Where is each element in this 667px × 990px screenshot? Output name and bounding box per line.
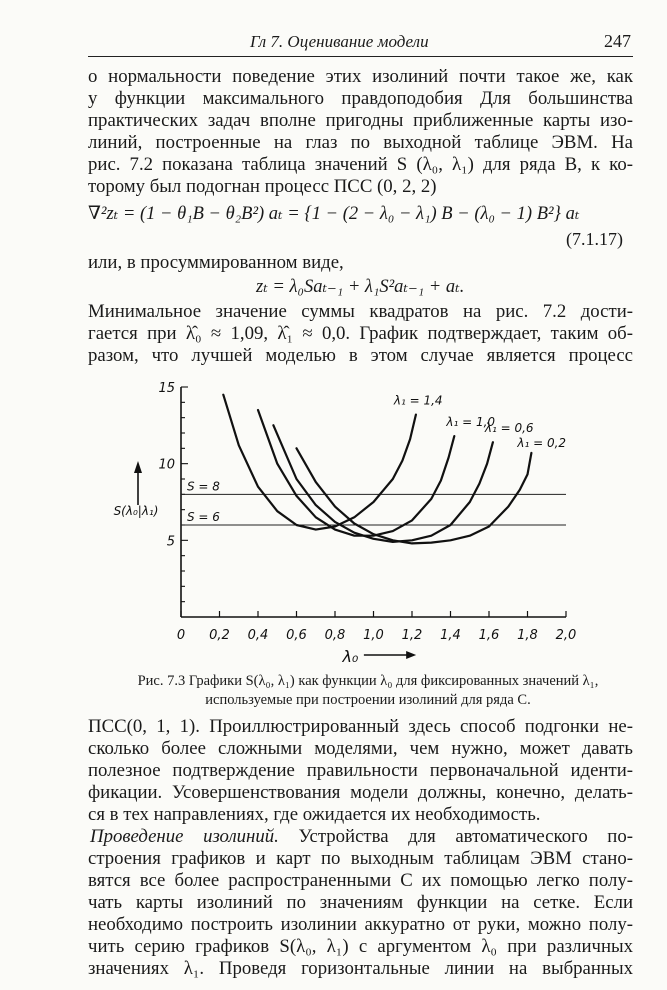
equation-number: (7.1.17) bbox=[566, 229, 623, 249]
running-header bbox=[88, 30, 633, 57]
x-tick-label: 0,6 bbox=[286, 628, 307, 643]
text-line bbox=[88, 826, 633, 848]
series-line bbox=[273, 425, 493, 542]
text-line: у функции максимального правдоподобия Для большинства bbox=[88, 88, 633, 109]
y-axis-arrowhead bbox=[134, 461, 142, 473]
text-line-rest: Устройства для автоматического по- bbox=[278, 826, 633, 847]
series-label: λ₁ = 0,6 bbox=[484, 421, 534, 436]
paragraph-3 bbox=[88, 301, 633, 367]
series-label: λ₁ = 0,2 bbox=[517, 435, 567, 450]
paragraph-4 bbox=[88, 716, 633, 826]
text-line: ся в тех направлениях, где ожидается их необходимость. bbox=[88, 804, 541, 825]
text-line: гается при λ̂₀ ≈ 1,09, λ̂₁ ≈ 0,0. График подтверждает, таким об- bbox=[88, 323, 633, 344]
text-line: строения графиков и карт по выходным таблицам ЭВМ стано- bbox=[88, 848, 633, 869]
page-number: 247 bbox=[604, 31, 631, 51]
text-line: чить серию графиков S(λ₀, λ₁) с аргументом λ₀ при различных bbox=[88, 936, 633, 957]
text-line: или, в просуммированном виде, bbox=[88, 252, 344, 273]
equation-7-1-17: ∇²zₜ = (1 − θ₁B − θ₂B²) aₜ = {1 − (2 − λ₀ − λ₁) B − (λ₀ − 1) B²} aₜ bbox=[88, 204, 580, 224]
figure-caption bbox=[88, 672, 648, 710]
text-line: необходимо построить изолинии аккуратно от руки, можно полу- bbox=[88, 914, 633, 935]
reference-line-label: S = 6 bbox=[187, 510, 220, 524]
caption-line: используемые при построении изолиний для ряда С. bbox=[205, 692, 531, 708]
text-line: ПСС(0, 1, 1). Проиллюстрированный здесь способ подгонки не- bbox=[88, 716, 633, 737]
paragraph-1 bbox=[88, 66, 633, 198]
paragraph-2 bbox=[88, 252, 633, 274]
text-line: торому был подогнан процесс ПСС (0, 2, 2) bbox=[88, 176, 437, 197]
text-line: практических задач вполне пригодны приближенные карты изо- bbox=[88, 110, 633, 131]
text-line: разом, что лучшей моделью в этом случае является процесс bbox=[88, 345, 633, 366]
y-tick-label: 15 bbox=[158, 381, 175, 396]
text-line: значениях λ₁. Проведя горизонтальные линии на выбранных bbox=[88, 958, 633, 979]
series-label: λ₁ = 1,4 bbox=[393, 393, 443, 408]
x-axis-arrowhead bbox=[406, 651, 416, 659]
series-label: λ₁ = 1,0 bbox=[446, 415, 496, 430]
text-line: вятся все более распространенными С их помощью легко полу- bbox=[88, 870, 633, 891]
x-tick-label: 1,2 bbox=[401, 628, 423, 643]
figure-7-3 bbox=[100, 375, 580, 670]
caption-line: Рис. 7.3 Графики S(λ₀, λ₁) как функции λ₀ для фиксированных значений λ₁, bbox=[137, 673, 599, 689]
x-tick-label: 1,6 bbox=[478, 628, 500, 643]
reference-line-label: S = 8 bbox=[187, 479, 220, 494]
text-line: фикации. Усовершенствования модели должны, конечно, делать- bbox=[88, 782, 633, 803]
x-tick-label: 0,2 bbox=[209, 628, 230, 643]
text-line: чать карты изолиний по значениям функции на сетке. Если bbox=[88, 892, 633, 913]
text-line: полезное подтверждение правильности первоначальной иденти- bbox=[88, 760, 633, 781]
x-tick-label: 1,4 bbox=[440, 628, 461, 643]
x-tick-label: 0,4 bbox=[247, 628, 269, 643]
x-tick-label: 0 bbox=[176, 628, 186, 643]
x-tick-label: 1,8 bbox=[517, 628, 538, 643]
x-tick-label: 2,0 bbox=[555, 628, 577, 643]
y-tick-label: 10 bbox=[158, 457, 175, 473]
text-line: Минимальное значение суммы квадратов на рис. 7.2 дости- bbox=[88, 301, 633, 322]
paragraph-5 bbox=[88, 826, 633, 980]
y-tick-label: 5 bbox=[166, 534, 175, 550]
y-axis-label: S(λ₀|λ₁) bbox=[113, 504, 159, 518]
text-line: сколько более сложными моделями, чем нужно, может давать bbox=[88, 738, 633, 759]
text-line: о нормальности поведение этих изолиний почти такое же, как bbox=[88, 66, 633, 87]
x-tick-label: 1,0 bbox=[363, 628, 384, 643]
x-tick-label: 0,8 bbox=[324, 628, 346, 643]
x-axis-label: λ₀ bbox=[342, 647, 359, 665]
equation-summed: zₜ = λ₀Saₜ₋₁ + λ₁S²aₜ₋₁ + aₜ. bbox=[256, 277, 465, 297]
text-line: рис. 7.2 показана таблица значений S (λ₀, λ₁) для ряда В, к ко- bbox=[88, 154, 633, 175]
text-line: линий, построенные на глаз по выходной таблице ЭВМ. На bbox=[88, 132, 633, 153]
section-lead: Проведение изолиний. bbox=[90, 826, 279, 847]
chart bbox=[100, 375, 580, 665]
series-line bbox=[297, 448, 532, 543]
chapter-title: Гл 7. Оценивание модели bbox=[250, 32, 429, 51]
